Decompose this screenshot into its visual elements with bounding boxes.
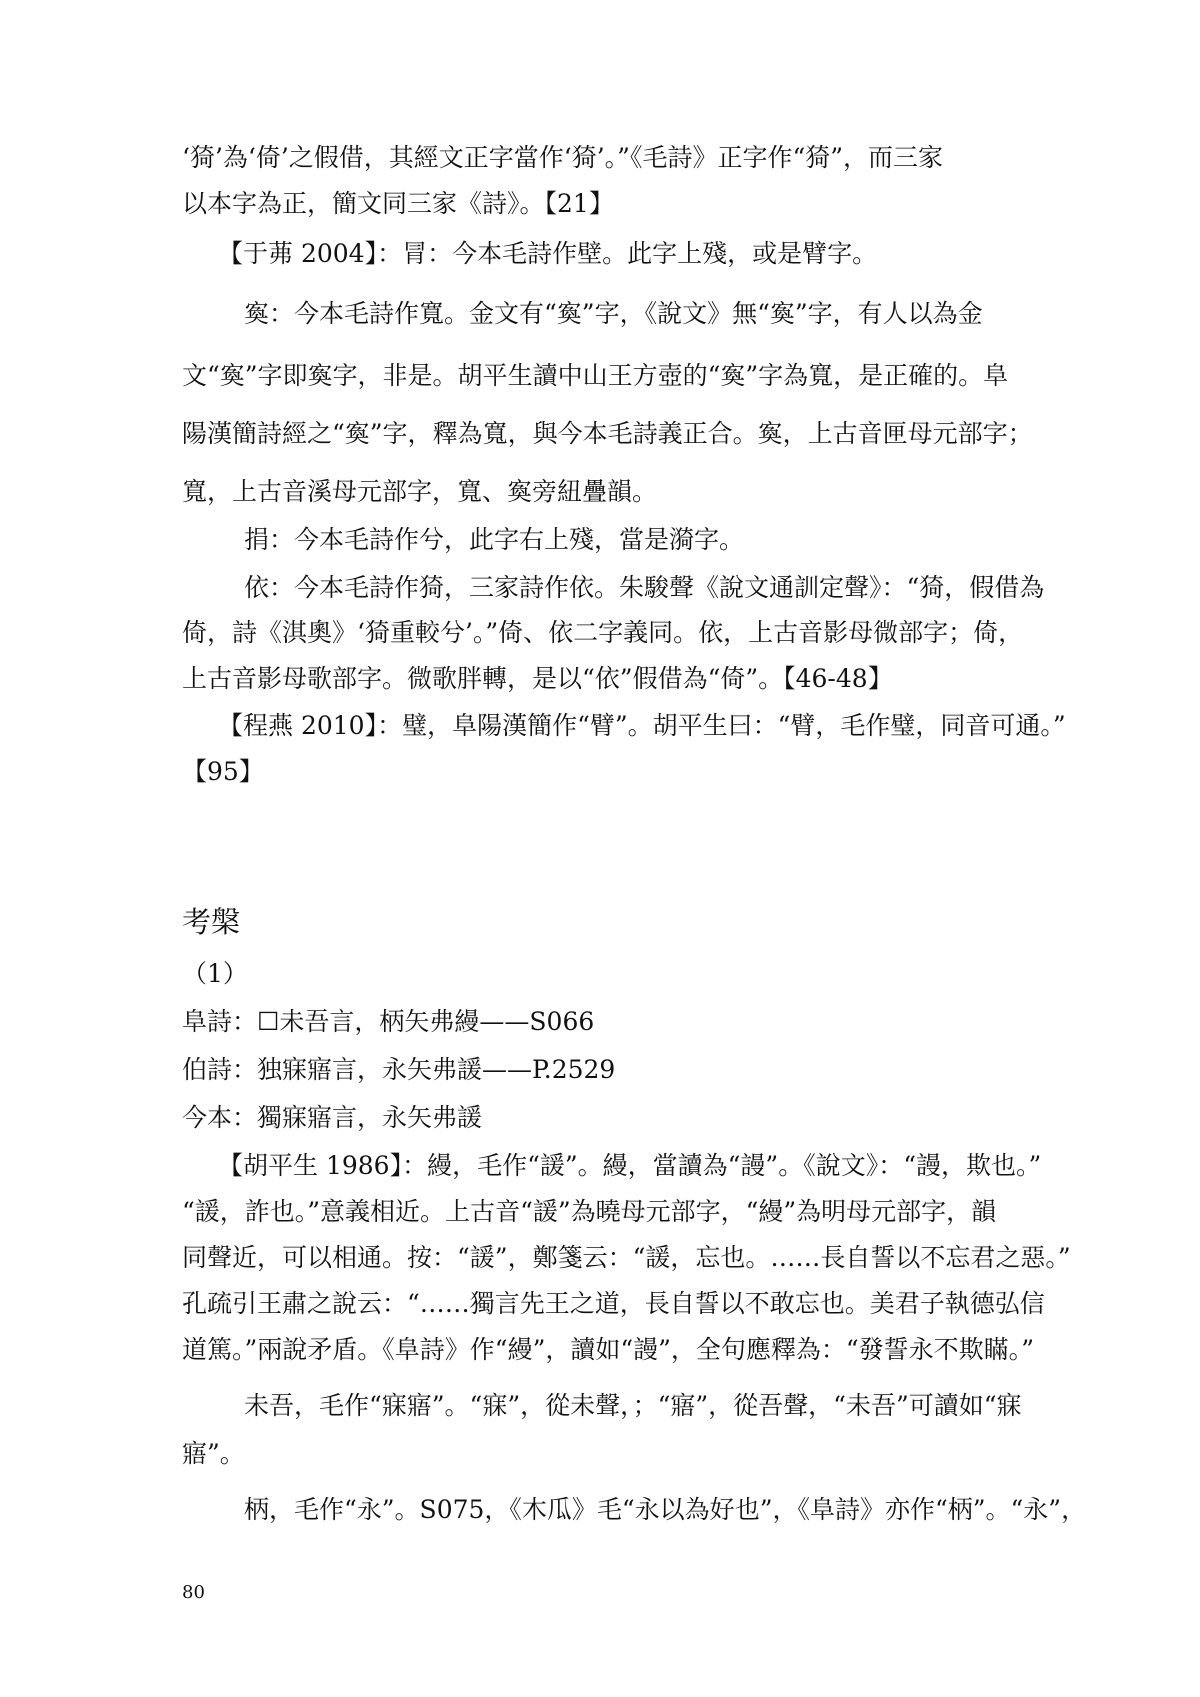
text-line: 道篤。”兩說矛盾。《阜詩》作“縵”，讀如“謾”，全句應釋為：“發誓永不欺瞞。” xyxy=(182,1335,1034,1364)
text-line: 孔疏引王肅之說云：“……獨言先王之道，長自誓以不敢忘也。美君子執德弘信 xyxy=(182,1289,1045,1318)
text-line: 今本：獨寐寤言，永矢弗諼 xyxy=(182,1103,483,1132)
text-line: 柄，毛作“永”。S075，《木瓜》毛“永以為好也”，《阜詩》亦作“柄”。“永”， xyxy=(244,1495,1087,1524)
text-line: 寏：今本毛詩作寬。金文有“寏”字，《說文》無“寏”字，有人以為金 xyxy=(244,299,983,328)
text-line: 上古音影母歌部字。微歌胖轉，是以“依”假借為“倚”。【46-48】 xyxy=(182,664,893,693)
text-line: 捐：今本毛詩作兮，此字右上殘，當是漪字。 xyxy=(244,525,745,554)
text-line: 伯詩：独寐寤言，永矢弗諼——P.2529 xyxy=(182,1055,616,1084)
text-line: “諼，詐也。”意義相近。上古音“諼”為曉母元部字，“縵”為明母元部字，韻 xyxy=(182,1197,997,1226)
text-line: 阜詩：☐未吾言，柄矢弗縵——S066 xyxy=(182,1007,595,1036)
page-number: 80 xyxy=(182,1582,205,1603)
text-line: 【于茀 2004】：冐：今本毛詩作壁。此字上殘，或是臂字。 xyxy=(218,239,878,268)
text-line: 【胡平生 1986】：縵，毛作“諼”。縵，當讀為“謾”。《說文》：“謾，欺也。” xyxy=(218,1151,1042,1180)
text-line: 陽漢簡詩經之“寏”字，釋為寬，與今本毛詩義正合。寏，上古音匣母元部字； xyxy=(182,419,1033,448)
text-line: 文“寏”字即寏字，非是。胡平生讀中山王方壺的“寏”字為寬，是正確的。阜 xyxy=(182,361,1009,390)
text-line: 【95】 xyxy=(182,757,264,786)
text-line: ‘猗’為‘倚’之假借，其經文正字當作‘猗’。”《毛詩》正字作“猗”，而三家 xyxy=(182,143,944,172)
text-line: 倚，詩《淇奧》‘猗重較兮’。”倚、依二字義同。依，上古音影母微部字；倚， xyxy=(182,618,1024,647)
text-line: 【程燕 2010】：璧，阜陽漢簡作“臂”。胡平生曰：“臂，毛作璧，同音可通。” xyxy=(218,711,1066,740)
section-heading: 考槃 xyxy=(182,905,241,939)
text-line: 寤”。 xyxy=(182,1439,245,1468)
text-line: 依：今本毛詩作猗，三家詩作依。朱駿聲《說文通訓定聲》：“猗，假借為 xyxy=(244,573,1045,602)
text-line: 以本字為正，簡文同三家《詩》。【21】 xyxy=(182,189,614,218)
text-line: 未吾，毛作“寐寤”。“寐”，從未聲，；“寤”，從吾聲，“未吾”可讀如“寐 xyxy=(244,1391,1022,1420)
text-line: 同聲近，可以相通。按：“諼”，鄭箋云：“諼，忘也。……長自誓以不忘君之惡。” xyxy=(182,1243,1071,1272)
text-line: 寬，上古音溪母元部字，寬、寏旁紐疊韻。 xyxy=(182,477,658,506)
text-line: （1） xyxy=(182,959,248,988)
